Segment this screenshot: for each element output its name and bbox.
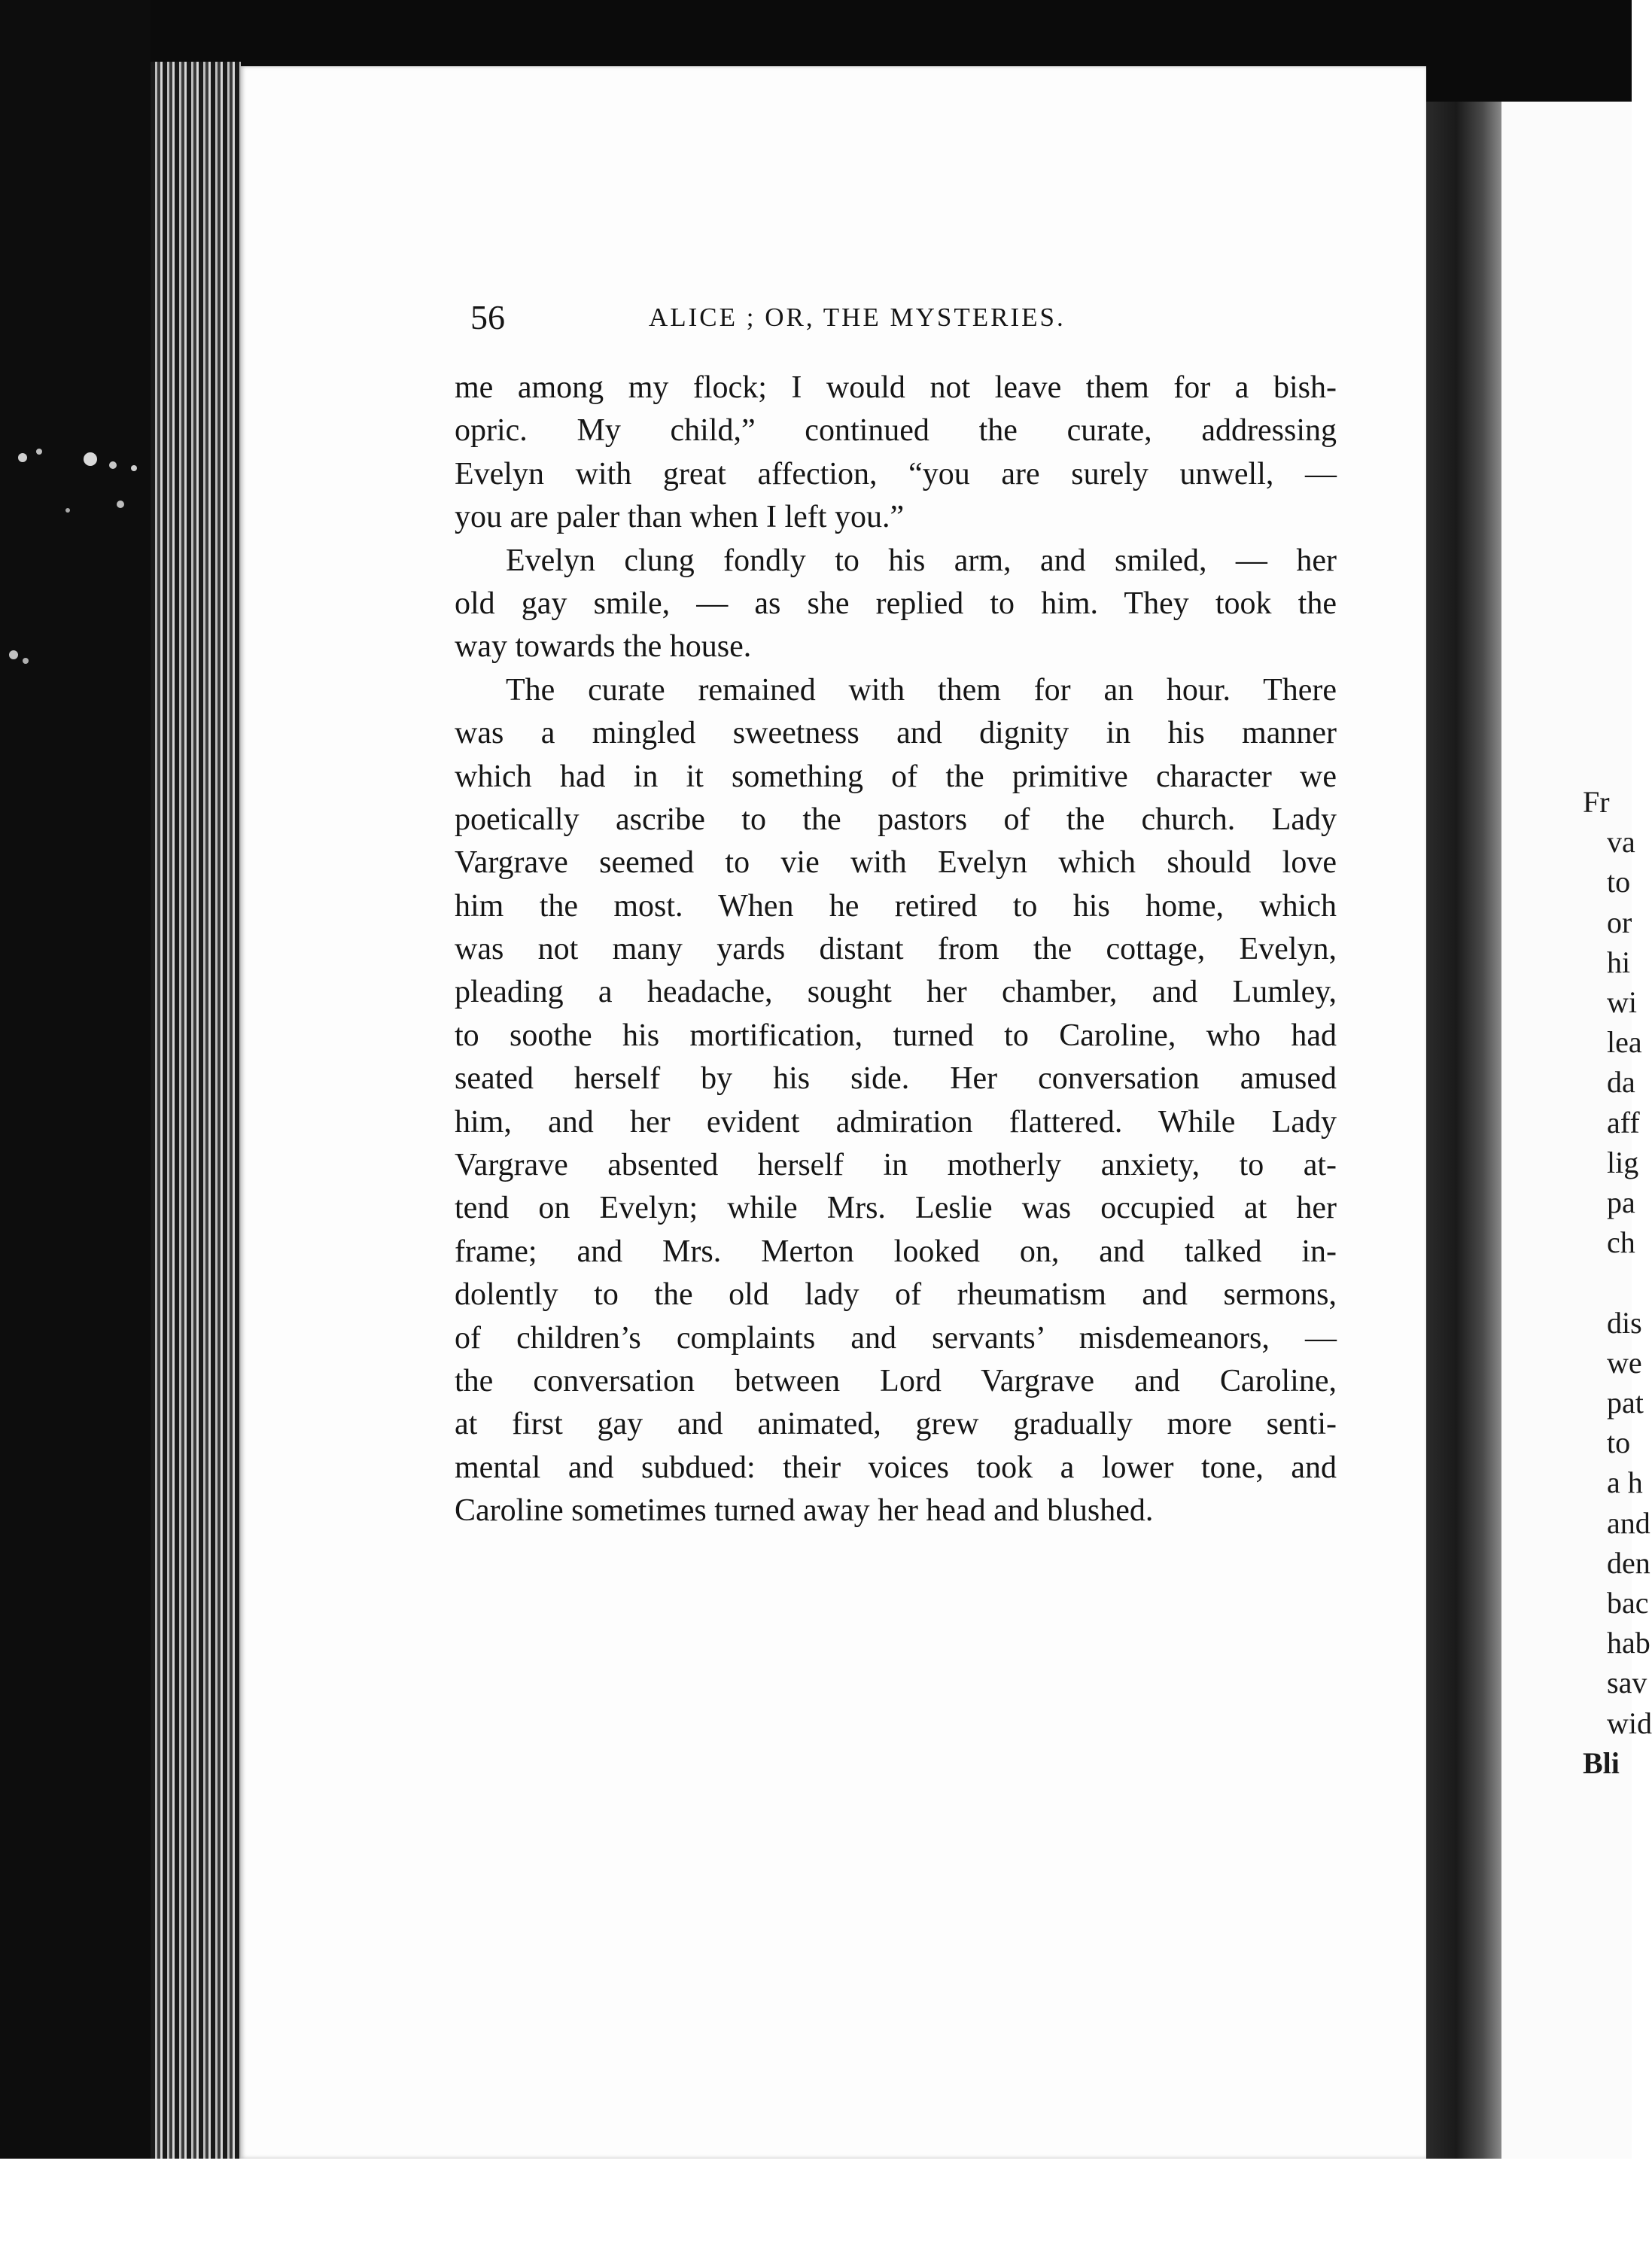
text-line: which had in it something of the primitive character we [455,759,1337,794]
text-line: to soothe his mortification, turned to Caroline, who had [455,1018,1337,1053]
text-line: pleading a headache, sought her chamber, and Lumley, [455,975,1337,1010]
text-line: was a mingled sweetness and dignity in his manner [455,716,1337,751]
text-line: Vargrave seemed to vie with Evelyn which should love [455,845,1337,881]
text-line: Vargrave absented herself in motherly anxiety, to at- [455,1148,1337,1183]
text-line: him the most. When he retired to his home, which [455,888,1337,924]
book-page-right-partial [1501,102,1652,2159]
scanner-backdrop-top [0,0,1632,72]
facing-text-fragment: dis [1607,1305,1642,1340]
facing-text-fragment: and [1607,1505,1650,1540]
facing-text-fragment: sav [1607,1666,1647,1700]
text-line: mental and subdued: their voices took a lower tone, and [455,1450,1337,1485]
facing-text-fragment: to [1607,865,1631,899]
facing-text-fragment: pat [1607,1386,1644,1420]
facing-text-fragment: lig [1607,1145,1639,1179]
facing-text-fragment: hab [1607,1626,1650,1660]
dust-specks [0,421,151,723]
text-line: Evelyn clung fondly to his arm, and smiled, — her [506,543,1337,578]
facing-text-fragment: den [1607,1545,1650,1580]
facing-text-fragment: Bli [1583,1745,1620,1780]
text-line: way towards the house. [455,629,752,665]
body-text [455,367,1337,1533]
facing-text-fragment: va [1607,825,1635,860]
facing-text-fragment: or [1607,905,1632,939]
facing-text-fragment: wi [1607,985,1637,1019]
text-line: me among my flock; I would not leave them for a bish- [455,370,1337,405]
facing-text-fragment: to [1607,1426,1631,1460]
text-line: you are paler than when I left you.” [455,500,905,535]
text-line: dolently to the old lady of rheumatism and sermons, [455,1277,1337,1313]
text-line: opric. My child,” continued the curate, addressing [455,413,1337,449]
text-line: at first gay and animated, grew gradually more senti- [455,1407,1337,1442]
text-line: poetically ascribe to the pastors of the church. Lady [455,802,1337,837]
facing-text-fragment: lea [1607,1025,1642,1060]
running-head: ALICE ; OR, THE MYSTERIES. [649,303,1066,332]
text-line: old gay smile, — as she replied to him. They took the [455,586,1337,621]
text-line: of children’s complaints and servants’ misdemeanors, — [455,1320,1337,1356]
facing-text-fragment: da [1607,1065,1635,1100]
facing-text-fragment: we [1607,1345,1642,1380]
text-line: Evelyn with great affection, “you are surely unwell, — [455,456,1337,491]
facing-text-fragment: a h [1607,1465,1643,1500]
page-number: 56 [470,298,505,336]
book-gutter [1426,102,1501,2159]
facing-text-fragment: aff [1607,1105,1640,1140]
text-line: the conversation between Lord Vargrave and Caroline, [455,1363,1337,1398]
text-line: tend on Evelyn; while Mrs. Leslie was occupied at her [455,1191,1337,1226]
facing-text-fragment: Fr [1583,785,1610,819]
scanner-margin-bottom [0,2159,1632,2258]
facing-text-fragment: wid [1607,1706,1652,1740]
page-stack-edges [151,62,241,2159]
facing-text-fragment: bac [1607,1586,1649,1620]
text-line: him, and her evident admiration flattered. While Lady [455,1104,1337,1140]
text-line: seated herself by his side. Her conversation amused [455,1061,1337,1097]
scanner-backdrop-right [1426,0,1632,102]
facing-text-fragment: ch [1607,1225,1635,1260]
text-line: frame; and Mrs. Merton looked on, and talked in- [455,1234,1337,1269]
facing-text-fragment: hi [1607,945,1631,979]
text-line: The curate remained with them for an hour. There [506,672,1337,708]
text-line: was not many yards distant from the cottage, Evelyn, [455,932,1337,967]
text-line: Caroline sometimes turned away her head and blushed. [455,1493,1154,1529]
facing-text-fragment: pa [1607,1185,1635,1219]
scanner-backdrop-left [0,0,151,2159]
